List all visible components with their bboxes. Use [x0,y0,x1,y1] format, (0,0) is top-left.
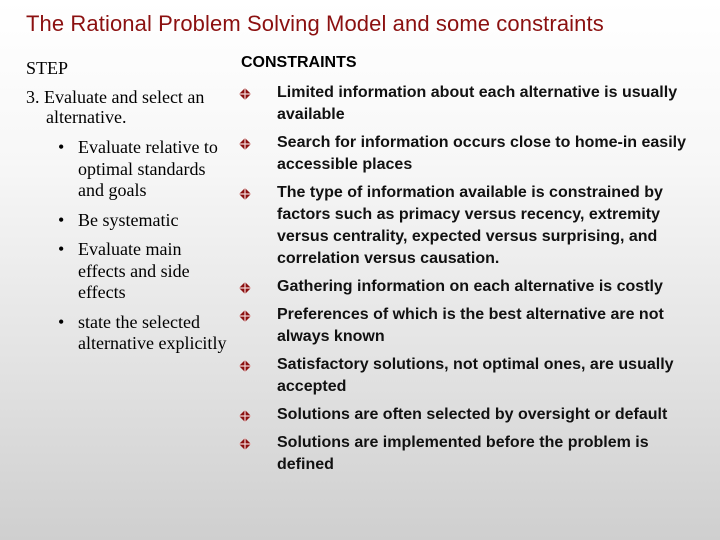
step-sub-list [58,137,228,363]
constraint-text: The type of information available is constrained by factors such as primacy versus recency, extremity versus centrality, expected versus surprising, and correlation versus causation. [277,184,663,267]
bullet-icon: • [58,209,65,230]
step-intro: 3. Evaluate and select an alternative. [26,87,205,127]
diamond-bullet-icon [239,138,251,150]
diamond-bullet-icon [239,88,251,100]
list-item-text: state the selected alternative explicitly [78,311,227,353]
list-item [58,210,228,232]
constraint-item [239,404,709,426]
constraint-item [239,82,709,126]
constraint-item [239,354,709,398]
constraint-text: Solutions are often selected by oversight or default [277,406,668,423]
constraint-item [239,182,709,270]
list-item [58,312,228,355]
bullet-icon: • [58,137,65,157]
constraint-item [239,304,709,348]
constraint-text: Solutions are implemented before the problem is defined [277,434,649,473]
constraint-item [239,432,709,476]
diamond-bullet-icon [239,282,251,294]
list-item-text: Be systematic [78,209,179,230]
constraint-text: Gathering information on each alternative is costly [277,278,663,295]
list-item-text: Evaluate main effects and side effects [78,239,190,302]
bullet-icon: • [58,239,65,259]
diamond-bullet-icon [239,438,251,450]
constraint-text: Satisfactory solutions, not optimal ones, are usually accepted [277,356,674,395]
constraint-text: Preferences of which is the best alternative are not always known [277,306,664,345]
constraint-item [239,132,709,176]
diamond-bullet-icon [239,188,251,200]
diamond-bullet-icon [239,310,251,322]
diamond-bullet-icon [239,410,251,422]
bullet-icon: • [58,311,65,332]
constraint-text: Limited information about each alternative is usually available [277,84,678,123]
slide-title: The Rational Problem Solving Model and some constraints [26,11,604,36]
diamond-bullet-icon [239,360,251,372]
list-item [58,137,228,202]
step-heading: STEP [26,58,69,78]
constraints-heading: CONSTRAINTS [241,54,357,71]
list-item-text: Evaluate relative to optimal standards and goals [78,137,218,200]
constraint-text: Search for information occurs close to home-in easily accessible places [277,134,686,173]
constraints-list [239,82,709,482]
constraint-item [239,276,709,298]
list-item [58,239,228,304]
